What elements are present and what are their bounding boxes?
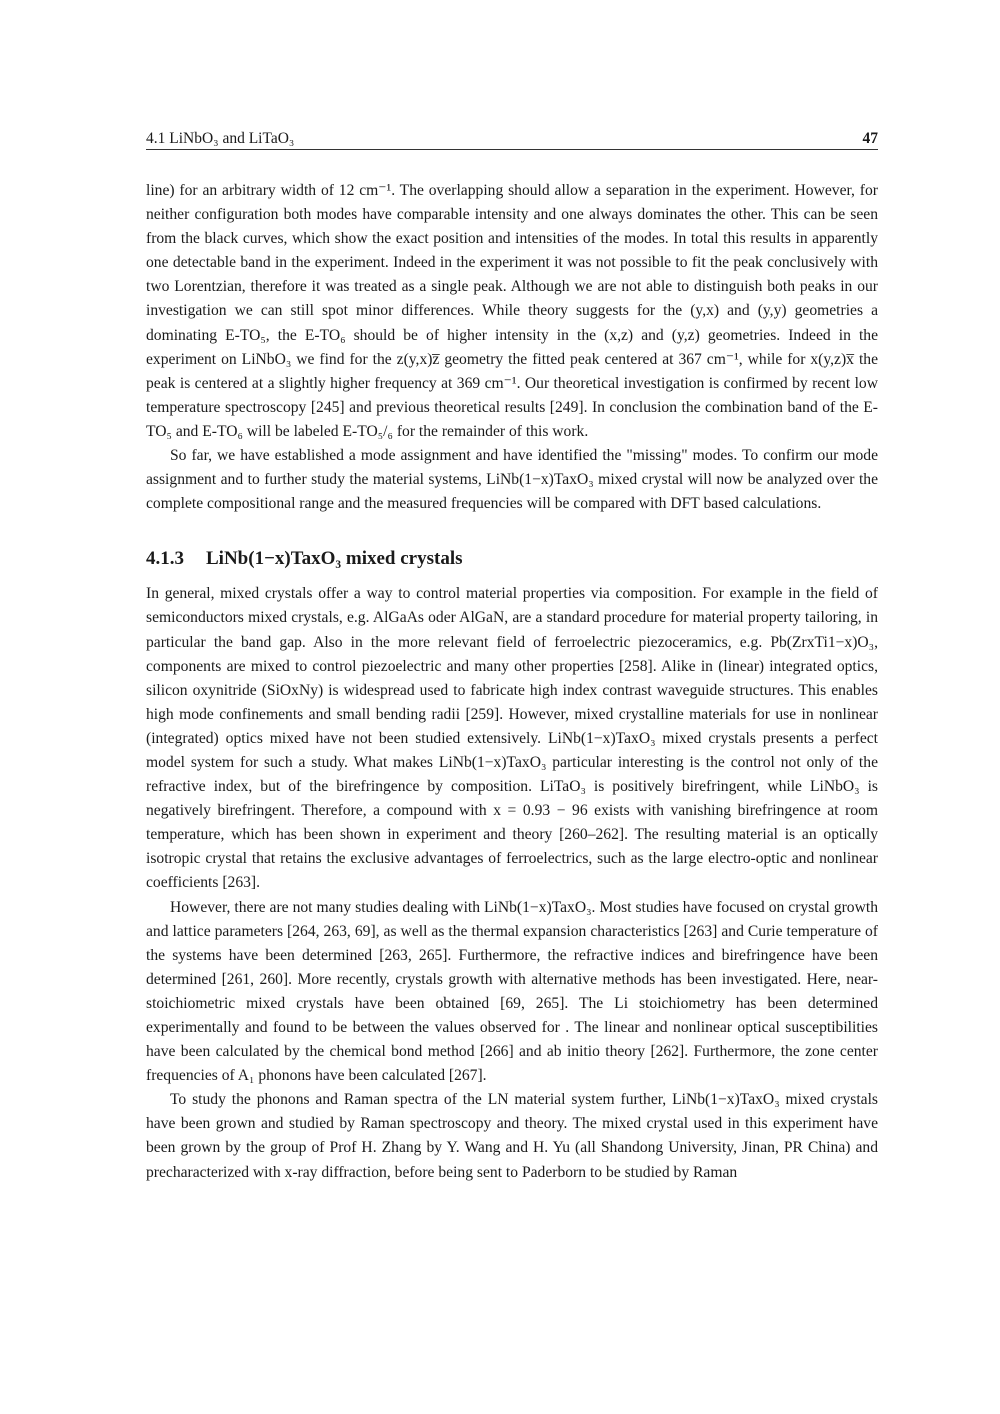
paragraph: However, there are not many studies dealing with LiNb(1−x)TaxO₃. Most studies have focused on crystal growth and lattice parameters [264, 263, 69], as well as the thermal expansion characteristics [263] and Curie temperature of the systems have been determined [263, 265]. Furthermore, the refractive indices and birefringence have been determined [261, 260]. More recently, crystals growth with alternative methods has been investigated. Here, near-stoichiometric mixed crystals have been obtained [69, 265]. The Li stoichiometry has been determined experimentally and found to be between the values observed for . The linear and nonlinear optical susceptibilities have been calculated by the chemical bond method [266] and ab initio theory [262]. Furthermore, the zone center frequencies of A₁ phonons have been calculated [267]. (146, 898, 878, 1085)
section-title: LiNb(1−x)TaxO₃ mixed crystals (206, 548, 463, 570)
section-number: 4.1.3 (146, 548, 184, 570)
running-header (146, 129, 878, 150)
body-text (146, 179, 878, 1185)
section-heading (146, 546, 878, 572)
paragraph: In general, mixed crystals offer a way to control material properties via composition. For example in the field of semiconductors mixed crystals, e.g. AlGaAs oder AlGaN, are a standard procedure for material property tailoring, in particular the band gap. Also in the more relevant field of ferroelectric piezoceramics, e.g. Pb(ZrxTi1−x)O₃, components are mixed to control piezoelectric and many other properties [258]. Alike in (linear) integrated optics, silicon oxynitride (SiOxNy) is widespread used to fabricate high index contrast waveguide structures. This enables high mode confinements and small bending radii [259]. However, mixed crystalline materials for use in nonlinear (integrated) optics mixed have not been studied extensively. LiNb(1−x)TaxO₃ mixed crystals presents a perfect model system for such a study. What makes LiNb(1−x)TaxO₃ particular interesting is the control not only of the refractive index, but of the birefringence by composition. LiTaO₃ is positively birefringent, while LiNbO₃ is negatively birefringent. Therefore, a compound with x = 0.93 − 96 exists with vanishing birefringence at room temperature, which has been shown in experiment and theory [260–262]. The resulting material is an optically isotropic crystal that retains the exclusive advantages of ferroelectrics, such as the large electro-optic and nonlinear coefficients [263]. (146, 585, 878, 892)
paragraph: So far, we have established a mode assignment and have identified the "missing" modes. To confirm our mode assignment and to further study the material systems, LiNb(1−x)TaxO₃ mixed crystal will now be analyzed over the complete compositional range and the measured frequencies will be compared with DFT based calculations. (146, 447, 878, 513)
paragraph: line) for an arbitrary width of 12 cm⁻¹. The overlapping should allow a separation in the experiment. However, for neither configuration both modes have comparable intensity and one always dominates the other. This can be seen from the black curves, which show the exact position and intensities of the modes. In total this results in apparently one detectable band in the experiment. Indeed in the experiment it was not possible to fit the peak conclusively with two Lorentzian, therefore it was treated as a single peak. Although we are not able to distinguish both peaks in our investigation we can still spot minor differences. While theory suggests for the (y,x) and (y,y) geometries a dominating E-TO₅, the E-TO₆ should be of higher intensity in the (x,z) and (y,z) geometries. Indeed in the experiment on LiNbO₃ we find for the z(y,x)z̅ geometry the fitted peak centered at 367 cm⁻¹, while for x(y,z)x̅ the peak is centered at a slightly higher frequency at 369 cm⁻¹. Our theoretical investigation is confirmed by recent low temperature spectroscopy [245] and previous theoretical results [249]. In conclusion the combination band of the E-TO₅ and E-TO₆ will be labeled E-TO₅/₆ for the remainder of this work. (146, 182, 878, 440)
paragraph: To study the phonons and Raman spectra of the LN material system further, LiNb(1−x)TaxO₃ mixed crystals have been grown and studied by Raman spectroscopy and theory. The mixed crystal used in this experiment have been grown by the group of Prof H. Zhang by Y. Wang and H. Yu (all Shandong University, Jinan, PR China) and precharacterized with x-ray diffraction, before being sent to Paderborn to be studied by Raman (146, 1091, 878, 1181)
chapter-title: 4.1 LiNbO₃ and LiTaO₃ (146, 130, 295, 147)
page-number: 47 (862, 130, 878, 147)
